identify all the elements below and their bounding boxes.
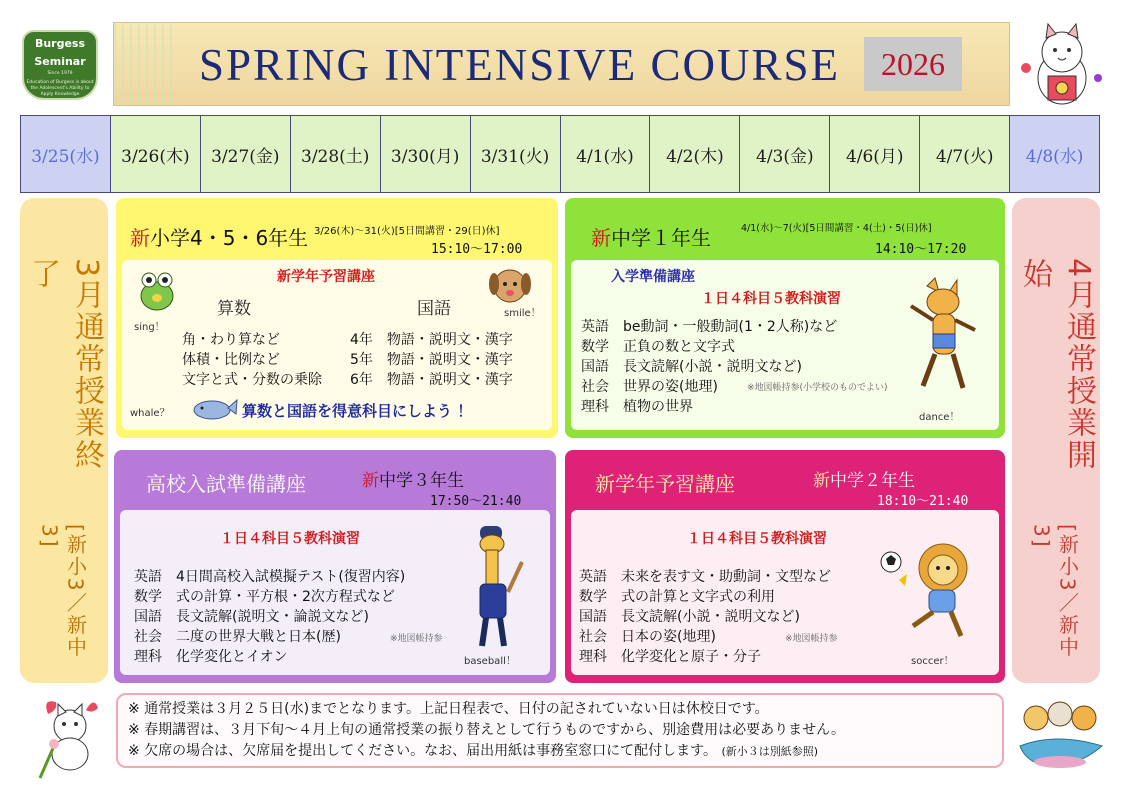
caption-smile: smile！ (504, 308, 541, 319)
side-right-main: 4月通常授業開始 (1017, 258, 1096, 472)
note-line: ※ 春期講習は、３月下旬～４月上旬の通常授業の振り替えとして行うものですから、別途費用は必要ありません。 (128, 722, 846, 738)
subject-content: 化学変化と原子・分子 (621, 649, 761, 665)
subject-row (581, 316, 837, 336)
note-line: ※ 通常授業は３月２５日(水)までとなります。上記日程表で、日付の記されていない日は休校日です。 (128, 701, 769, 717)
caption-whale: whale？ (130, 408, 170, 419)
date-cell: 3/30(月) (381, 116, 471, 192)
subject-content: 4日間高校入試模擬テスト(復習内容) (176, 569, 406, 585)
subject-row (581, 376, 718, 396)
panel-title: 新学年予習講座 (595, 472, 735, 496)
dog-icon (486, 262, 534, 304)
subject-row (134, 566, 405, 586)
schedule-note: 4/1(水)～7(火)[5日間講習・4(土)・5(日)休] (741, 223, 932, 234)
subject-name: 理科 (134, 649, 162, 665)
subject-row (579, 646, 761, 666)
subject-row (579, 626, 716, 646)
subject-content: 式の計算・平方根・2次方程式など (176, 589, 395, 605)
class-time: 18:10～21:40 (877, 494, 969, 509)
course-heading: 新学年予習講座 (277, 269, 375, 285)
panel-header (565, 450, 1005, 510)
side-left-sub: [新小3／新中3] (37, 524, 88, 659)
subject-name: 理科 (581, 399, 609, 415)
japanese-row: 6年 物語・説明文・漢字 (350, 372, 513, 388)
panel-junior-high-2 (565, 450, 1005, 683)
subject-row (134, 606, 369, 626)
subject-row (134, 626, 341, 646)
subject-name: 理科 (579, 649, 607, 665)
caption-sing: sing！ (134, 322, 165, 333)
date-cell: 3/26(木) (111, 116, 201, 192)
side-column-march-end (20, 198, 108, 683)
map-note: ※地図帳持参 (390, 634, 443, 644)
panel-junior-high-1 (565, 198, 1005, 438)
logo-line1: Burgess (34, 37, 86, 50)
logo (22, 30, 98, 100)
subject-name: 英語 (581, 319, 609, 335)
subject-row (581, 356, 802, 376)
date-cell: 3/27(金) (201, 116, 291, 192)
note-text: ※ 欠席の場合は、欠席届を提出してください。なお、届出用紙は事務室窓口にて配付します。 (128, 743, 718, 759)
slogan: 算数と国語を得意科目にしよう ！ (242, 402, 473, 420)
subject-name: 数学 (579, 589, 607, 605)
logo-since: Since 1979 (47, 71, 73, 76)
subject-content: 正負の数と文字式 (623, 339, 735, 355)
subject-content: 植物の世界 (623, 399, 693, 415)
subject-row (134, 646, 288, 666)
panel-elementary-4-6 (116, 198, 558, 438)
panel-header (114, 450, 556, 510)
caption-baseball: baseball！ (464, 656, 516, 667)
note-line (128, 741, 992, 762)
caption-soccer: soccer！ (911, 656, 954, 667)
subject-row (581, 336, 735, 356)
whale-icon (190, 394, 238, 420)
subject-content: 未来を表す文・助動詞・文型など (621, 569, 831, 585)
panel-title: 高校入試準備講座 (146, 472, 306, 496)
subject-row (579, 566, 831, 586)
subject-content: 世界の姿(地理) (623, 379, 718, 395)
drill-heading: １日４科目５教科演習 (701, 291, 841, 307)
drill-heading: １日４科目５教科演習 (687, 531, 827, 547)
panel-header (565, 198, 1005, 258)
notes-box (116, 693, 1004, 768)
lucky-cat-icon (1018, 18, 1106, 108)
date-cell: 4/6(月) (830, 116, 920, 192)
subject-row (134, 586, 395, 606)
subject-content: 長文読解(説明文・論説文など) (176, 609, 369, 625)
drill-heading: １日４科目５教科演習 (220, 531, 360, 547)
subject-name: 社会 (581, 379, 609, 395)
date-cell: 3/31(火) (471, 116, 561, 192)
subject-content: 長文読解(小説・説明文など) (621, 609, 800, 625)
date-cell: 3/25(水) (21, 116, 111, 192)
class-time: 15:10～17:00 (431, 242, 523, 257)
mermaid-cats-icon (1016, 696, 1106, 772)
math-row: 体積・比例など (182, 352, 280, 368)
date-cell: 4/8(水) (1010, 116, 1099, 192)
panel-body (120, 510, 550, 675)
date-cell: 4/7(火) (920, 116, 1010, 192)
date-cell: 4/1(水) (561, 116, 651, 192)
subject-name: 数学 (134, 589, 162, 605)
subject-name: 英語 (134, 569, 162, 585)
schedule-dates-row (20, 115, 1100, 193)
math-row: 文字と式・分数の乗除 (182, 372, 322, 388)
grade-label: 中学１年生 (611, 226, 711, 250)
giraffe-baseball-icon (464, 522, 524, 650)
subject-content: 式の計算と文字式の利用 (621, 589, 775, 605)
date-cell: 3/28(土) (291, 116, 381, 192)
panel-body (571, 510, 999, 675)
grade-title (362, 466, 464, 491)
subject-content: 日本の姿(地理) (621, 629, 716, 645)
new-prefix: 新 (130, 226, 150, 250)
subject-content: be動詞・一般動詞(1・2人称)など (623, 319, 838, 335)
panel-body (571, 260, 999, 430)
logo-tagline: Education of Burgess is about the Adolescent's Ability to Apply Knowledge (26, 80, 94, 97)
date-cell: 4/2(木) (650, 116, 740, 192)
subject-name: 社会 (134, 629, 162, 645)
subject-content: 二度の世界大戦と日本(歴) (176, 629, 341, 645)
year-badge: 2026 (864, 37, 962, 91)
frog-icon (132, 266, 182, 314)
subject-name: 数学 (581, 339, 609, 355)
course-heading: 入学準備講座 (611, 269, 695, 285)
page-title: SPRING INTENSIVE COURSE (199, 40, 841, 90)
grade-label: 中学３年生 (379, 471, 464, 491)
map-note: ※地図帳持参(小学校のものでよい) (747, 383, 888, 393)
grade-title (813, 466, 915, 491)
new-prefix: 新 (591, 226, 611, 250)
grade-label: 中学２年生 (830, 471, 915, 491)
schedule-note: 3/26(木)～31(火)[5日間講習・29(日)休] (314, 226, 500, 237)
subject-name: 国語 (581, 359, 609, 375)
subject-row (579, 606, 800, 626)
lion-soccer-icon (877, 540, 989, 640)
japanese-row: 5年 物語・説明文・漢字 (350, 352, 513, 368)
panel-junior-high-3 (114, 450, 556, 683)
note-reference: (新小３は別紙参照) (721, 745, 819, 758)
subject-name: 国語 (134, 609, 162, 625)
subject-content: 長文読解(小説・説明文など) (623, 359, 802, 375)
math-row: 角・わり算など (182, 332, 280, 348)
side-column-april-start (1012, 198, 1100, 683)
subject-row (579, 586, 775, 606)
grade-label: 小学4・5・6年生 (150, 226, 309, 250)
title-banner (113, 22, 1010, 106)
logo-line2: Seminar (34, 55, 86, 68)
panel-title (130, 222, 308, 251)
caption-dance: dance！ (919, 412, 960, 423)
panel-header (116, 198, 558, 258)
class-time: 14:10～17:20 (875, 242, 967, 257)
subject-content: 化学変化とイオン (176, 649, 288, 665)
subject-name: 国語 (579, 609, 607, 625)
new-prefix: 新 (362, 471, 379, 491)
map-note: ※地図帳持参 (785, 634, 838, 644)
subject-japanese: 国語 (417, 299, 451, 319)
cat-with-flower-icon (28, 690, 108, 780)
class-time: 17:50～21:40 (430, 494, 522, 509)
new-prefix: 新 (813, 471, 830, 491)
panel-title (591, 222, 711, 251)
japanese-row: 4年 物語・説明文・漢字 (350, 332, 513, 348)
panel-body (122, 260, 552, 430)
subject-name: 社会 (579, 629, 607, 645)
subject-name: 英語 (579, 569, 607, 585)
side-left-main: 3月通常授業終了 (25, 258, 104, 472)
subject-math: 算数 (217, 299, 251, 319)
date-cell: 4/3(金) (740, 116, 830, 192)
subject-row (581, 396, 693, 416)
side-right-sub: [新小3／新中3] (1029, 524, 1080, 659)
fox-icon (905, 276, 981, 404)
